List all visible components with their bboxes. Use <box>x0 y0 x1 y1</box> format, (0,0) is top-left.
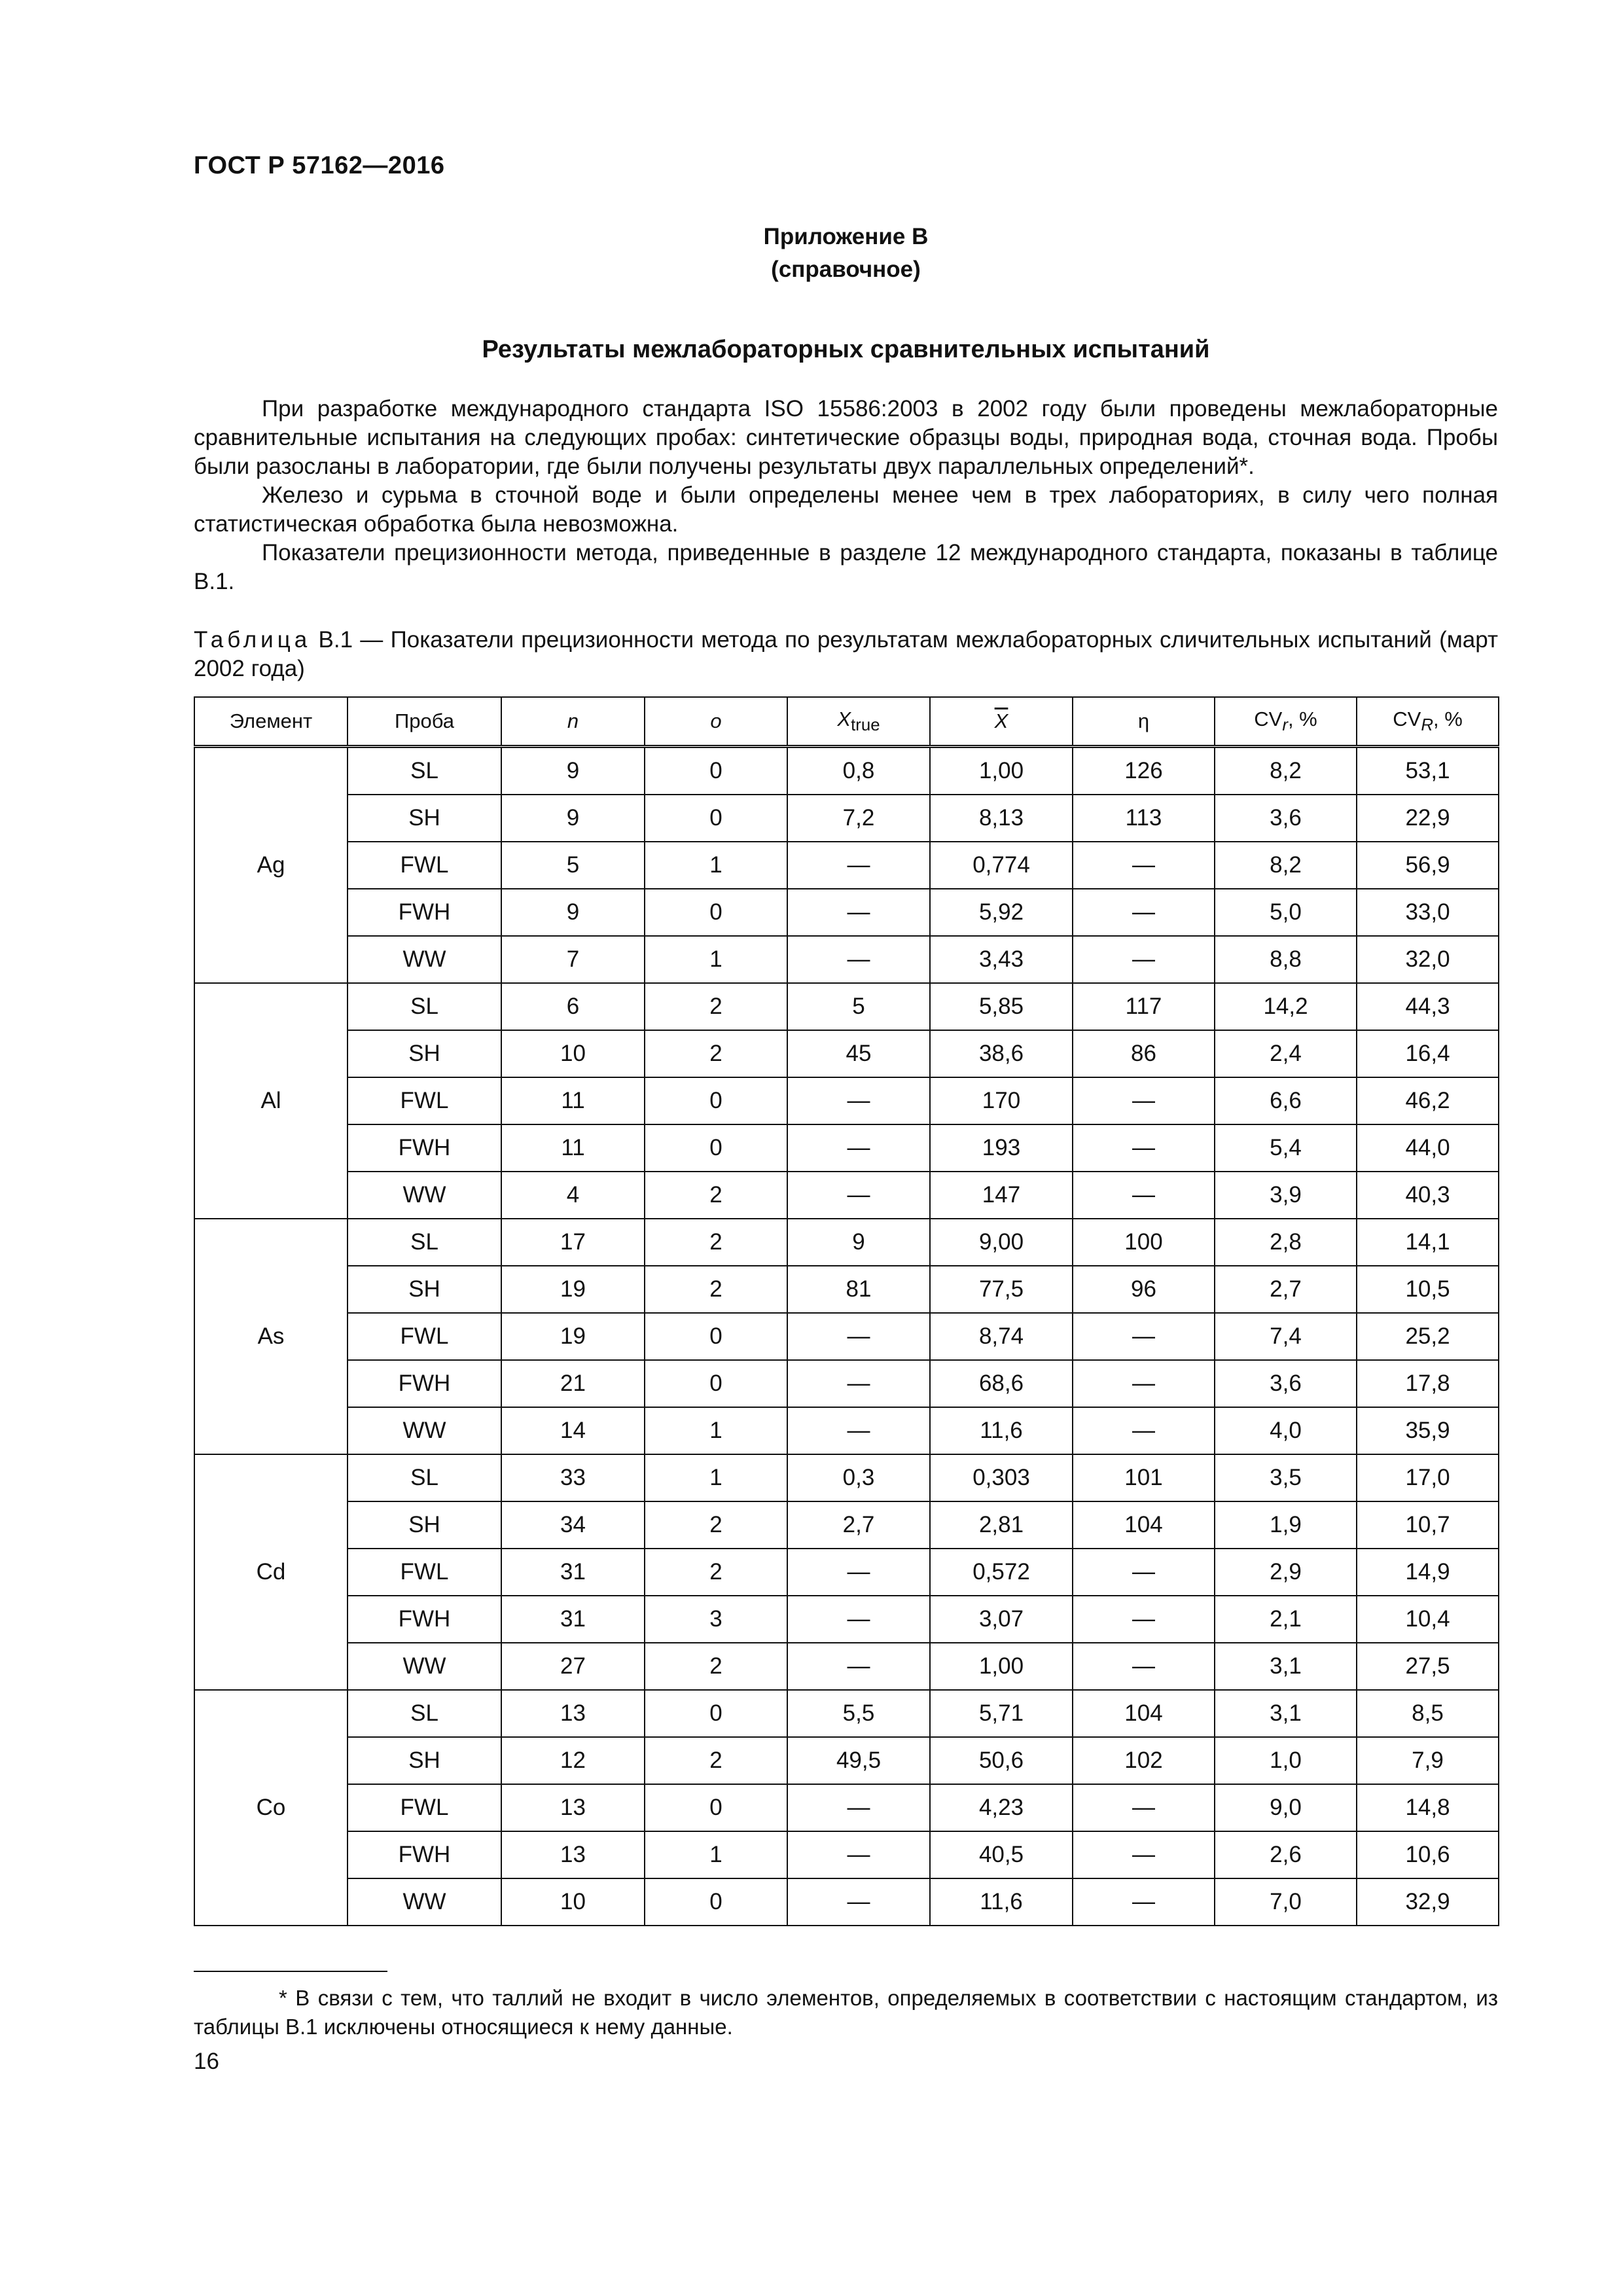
cell-sample: FWL <box>348 1077 501 1124</box>
cell-x-true: 49,5 <box>787 1737 930 1784</box>
cell-cv-R: 14,8 <box>1357 1784 1499 1831</box>
cell-x-true: 2,7 <box>787 1501 930 1549</box>
cell-cv-r: 1,0 <box>1215 1737 1357 1784</box>
cell-eta: — <box>1073 1172 1215 1219</box>
cell-sample: SH <box>348 1501 501 1549</box>
cell-x-true: — <box>787 936 930 983</box>
cell-eta: 100 <box>1073 1219 1215 1266</box>
table-row <box>194 842 1499 889</box>
cell-cv-R: 56,9 <box>1357 842 1499 889</box>
cell-sample: WW <box>348 1643 501 1690</box>
cell-sample: FWL <box>348 1549 501 1596</box>
cell-n: 13 <box>501 1690 645 1737</box>
cell-eta: 126 <box>1073 747 1215 795</box>
cell-sample: SH <box>348 1737 501 1784</box>
cell-sample: WW <box>348 1878 501 1926</box>
cell-cv-r: 6,6 <box>1215 1077 1357 1124</box>
table-row <box>194 1737 1499 1784</box>
cell-cv-r: 3,6 <box>1215 1360 1357 1407</box>
body-text <box>194 395 1498 596</box>
cell-cv-R: 32,9 <box>1357 1878 1499 1926</box>
document-header: ГОСТ Р 57162—2016 <box>194 152 445 179</box>
cell-sample: SL <box>348 1690 501 1737</box>
paragraph: Железо и сурьма в сточной воде и были определены менее чем в трех лабораториях, в силу чего полная статистическая обработка была невозможна. <box>194 482 1498 537</box>
cell-o: 0 <box>645 1784 787 1831</box>
cell-x-mean: 5,92 <box>930 889 1073 936</box>
cell-cv-R: 8,5 <box>1357 1690 1499 1737</box>
cell-x-true: — <box>787 1172 930 1219</box>
cell-n: 12 <box>501 1737 645 1784</box>
header-x-mean <box>930 697 1073 747</box>
cell-sample: FWL <box>348 1313 501 1360</box>
header-cv-r-unit: , % <box>1287 707 1317 730</box>
table-caption <box>194 626 1498 683</box>
table-row <box>194 1454 1499 1501</box>
cell-n: 10 <box>501 1878 645 1926</box>
header-cv-R-base: CV <box>1393 707 1421 730</box>
cell-eta: — <box>1073 1878 1215 1926</box>
cell-eta: — <box>1073 842 1215 889</box>
cell-sample: FWH <box>348 1831 501 1878</box>
cell-x-true: — <box>787 842 930 889</box>
cell-n: 19 <box>501 1313 645 1360</box>
table-row <box>194 795 1499 842</box>
cell-x-true: 81 <box>787 1266 930 1313</box>
cell-o: 0 <box>645 889 787 936</box>
cell-cv-r: 3,5 <box>1215 1454 1357 1501</box>
cell-x-mean: 0,572 <box>930 1549 1073 1596</box>
cell-cv-R: 46,2 <box>1357 1077 1499 1124</box>
cell-cv-r: 2,1 <box>1215 1596 1357 1643</box>
table-row <box>194 1313 1499 1360</box>
table-row <box>194 936 1499 983</box>
cell-x-true: — <box>787 1878 930 1926</box>
cell-o: 1 <box>645 1454 787 1501</box>
paragraph: При разработке международного стандарта ISO 15586:2003 в 2002 году были проведены межлабораторные сравнительные испытания на следующих пробах: синтетические образцы воды, природная вода, сточная вода. Пробы были разосланы в лаборатории, где были получены результаты двух параллельных определений*. <box>194 396 1498 479</box>
table-header-row <box>194 697 1499 747</box>
cell-sample: SL <box>348 983 501 1030</box>
cell-o: 2 <box>645 1643 787 1690</box>
cell-cv-r: 5,4 <box>1215 1124 1357 1172</box>
cell-x-true: 0,8 <box>787 747 930 795</box>
cell-x-mean: 193 <box>930 1124 1073 1172</box>
table-row <box>194 983 1499 1030</box>
header-element: Элемент <box>194 697 348 747</box>
cell-n: 10 <box>501 1030 645 1077</box>
cell-x-mean: 3,43 <box>930 936 1073 983</box>
footnote-divider <box>194 1971 387 1972</box>
header-cv-R-sub: R <box>1421 716 1433 735</box>
cell-cv-r: 3,9 <box>1215 1172 1357 1219</box>
cell-x-true: 5,5 <box>787 1690 930 1737</box>
header-o: o <box>645 697 787 747</box>
cell-sample: FWH <box>348 1124 501 1172</box>
cell-x-true: — <box>787 1313 930 1360</box>
cell-cv-r: 1,9 <box>1215 1501 1357 1549</box>
cell-o: 3 <box>645 1596 787 1643</box>
cell-o: 2 <box>645 1266 787 1313</box>
cell-x-mean: 0,774 <box>930 842 1073 889</box>
cell-x-mean: 1,00 <box>930 1643 1073 1690</box>
cell-cv-R: 16,4 <box>1357 1030 1499 1077</box>
cell-x-mean: 4,23 <box>930 1784 1073 1831</box>
cell-cv-r: 3,6 <box>1215 795 1357 842</box>
header-sample: Проба <box>348 697 501 747</box>
cell-sample: WW <box>348 1172 501 1219</box>
cell-sample: FWH <box>348 1360 501 1407</box>
cell-o: 1 <box>645 936 787 983</box>
cell-sample: SL <box>348 1454 501 1501</box>
cell-n: 9 <box>501 889 645 936</box>
cell-x-mean: 5,71 <box>930 1690 1073 1737</box>
cell-n: 33 <box>501 1454 645 1501</box>
annex-kind: (справочное) <box>771 257 921 282</box>
cell-n: 11 <box>501 1077 645 1124</box>
cell-o: 1 <box>645 1831 787 1878</box>
cell-cv-R: 44,3 <box>1357 983 1499 1030</box>
cell-eta: 104 <box>1073 1501 1215 1549</box>
table-row <box>194 1878 1499 1926</box>
cell-cv-r: 2,4 <box>1215 1030 1357 1077</box>
cell-x-mean: 68,6 <box>930 1360 1073 1407</box>
cell-o: 0 <box>645 1878 787 1926</box>
cell-cv-r: 2,9 <box>1215 1549 1357 1596</box>
cell-o: 2 <box>645 1219 787 1266</box>
cell-cv-R: 25,2 <box>1357 1313 1499 1360</box>
cell-element: As <box>194 1219 348 1454</box>
cell-n: 9 <box>501 795 645 842</box>
cell-cv-R: 10,5 <box>1357 1266 1499 1313</box>
cell-n: 19 <box>501 1266 645 1313</box>
cell-x-true: 7,2 <box>787 795 930 842</box>
cell-cv-R: 27,5 <box>1357 1643 1499 1690</box>
cell-x-true: 5 <box>787 983 930 1030</box>
table-row <box>194 889 1499 936</box>
cell-cv-r: 3,1 <box>1215 1643 1357 1690</box>
cell-x-true: 45 <box>787 1030 930 1077</box>
cell-o: 1 <box>645 842 787 889</box>
cell-n: 13 <box>501 1831 645 1878</box>
cell-n: 31 <box>501 1596 645 1643</box>
cell-x-true: — <box>787 1124 930 1172</box>
cell-x-mean: 8,74 <box>930 1313 1073 1360</box>
cell-n: 7 <box>501 936 645 983</box>
cell-o: 0 <box>645 1313 787 1360</box>
annex-title: Приложение В <box>763 224 929 249</box>
cell-n: 21 <box>501 1360 645 1407</box>
table-row <box>194 1643 1499 1690</box>
page-number: 16 <box>194 2049 219 2074</box>
cell-o: 2 <box>645 1737 787 1784</box>
cell-cv-r: 5,0 <box>1215 889 1357 936</box>
cell-o: 2 <box>645 1501 787 1549</box>
cell-eta: — <box>1073 1360 1215 1407</box>
table-row <box>194 1596 1499 1643</box>
header-x-true <box>787 697 930 747</box>
header-x-mean-symbol: $\overline{X}$ <box>994 709 1008 732</box>
cell-n: 27 <box>501 1643 645 1690</box>
cell-sample: FWH <box>348 1596 501 1643</box>
cell-x-mean: 2,81 <box>930 1501 1073 1549</box>
cell-sample: WW <box>348 1407 501 1454</box>
cell-cv-R: 35,9 <box>1357 1407 1499 1454</box>
cell-n: 14 <box>501 1407 645 1454</box>
table-row <box>194 1219 1499 1266</box>
cell-eta: 101 <box>1073 1454 1215 1501</box>
cell-cv-R: 40,3 <box>1357 1172 1499 1219</box>
table-row <box>194 1501 1499 1549</box>
cell-x-true: — <box>787 1360 930 1407</box>
cell-o: 0 <box>645 795 787 842</box>
cell-x-true: — <box>787 1077 930 1124</box>
cell-cv-R: 10,7 <box>1357 1501 1499 1549</box>
cell-cv-R: 10,4 <box>1357 1596 1499 1643</box>
cell-n: 17 <box>501 1219 645 1266</box>
paragraph: Показатели прецизионности метода, приведенные в разделе 12 международного стандарта, показаны в таблице В.1. <box>194 540 1498 594</box>
cell-n: 11 <box>501 1124 645 1172</box>
cell-o: 0 <box>645 1690 787 1737</box>
cell-cv-R: 10,6 <box>1357 1831 1499 1878</box>
cell-o: 0 <box>645 747 787 795</box>
table-row <box>194 1172 1499 1219</box>
cell-x-mean: 170 <box>930 1077 1073 1124</box>
cell-eta: — <box>1073 936 1215 983</box>
table-caption-text: В.1 — Показатели прецизионности метода по результатам межлабораторных сличительных испытаний (март 2002 года) <box>194 627 1498 681</box>
cell-eta: — <box>1073 1596 1215 1643</box>
precision-table <box>194 696 1499 1926</box>
cell-x-true: 9 <box>787 1219 930 1266</box>
cell-x-mean: 147 <box>930 1172 1073 1219</box>
cell-cv-r: 4,0 <box>1215 1407 1357 1454</box>
cell-cv-R: 22,9 <box>1357 795 1499 842</box>
cell-o: 2 <box>645 1549 787 1596</box>
cell-cv-r: 8,2 <box>1215 842 1357 889</box>
table-row <box>194 1360 1499 1407</box>
cell-sample: WW <box>348 936 501 983</box>
cell-element: Ag <box>194 747 348 984</box>
cell-sample: FWL <box>348 842 501 889</box>
table-row <box>194 1784 1499 1831</box>
cell-o: 0 <box>645 1077 787 1124</box>
cell-eta: 113 <box>1073 795 1215 842</box>
cell-cv-R: 7,9 <box>1357 1737 1499 1784</box>
cell-x-true: — <box>787 1831 930 1878</box>
cell-cv-r: 8,8 <box>1215 936 1357 983</box>
header-x-true-sub: true <box>851 716 880 735</box>
cell-cv-r: 2,8 <box>1215 1219 1357 1266</box>
cell-eta: — <box>1073 1313 1215 1360</box>
cell-x-mean: 38,6 <box>930 1030 1073 1077</box>
cell-sample: SH <box>348 1030 501 1077</box>
cell-element: Cd <box>194 1454 348 1690</box>
cell-cv-r: 14,2 <box>1215 983 1357 1030</box>
cell-eta: 102 <box>1073 1737 1215 1784</box>
cell-x-mean: 8,13 <box>930 795 1073 842</box>
cell-x-true: — <box>787 889 930 936</box>
table-row <box>194 1690 1499 1737</box>
cell-x-mean: 9,00 <box>930 1219 1073 1266</box>
cell-sample: SH <box>348 795 501 842</box>
cell-eta: 104 <box>1073 1690 1215 1737</box>
cell-element: Al <box>194 983 348 1219</box>
cell-cv-r: 2,6 <box>1215 1831 1357 1878</box>
cell-n: 31 <box>501 1549 645 1596</box>
table-row <box>194 1831 1499 1878</box>
header-cv-r <box>1215 697 1357 747</box>
cell-sample: FWH <box>348 889 501 936</box>
cell-x-true: — <box>787 1407 930 1454</box>
header-cv-R-unit: , % <box>1433 707 1463 730</box>
cell-x-mean: 3,07 <box>930 1596 1073 1643</box>
table-row <box>194 1030 1499 1077</box>
cell-eta: — <box>1073 1407 1215 1454</box>
cell-o: 2 <box>645 1172 787 1219</box>
cell-n: 6 <box>501 983 645 1030</box>
footnote <box>194 1984 1498 2041</box>
cell-cv-R: 33,0 <box>1357 889 1499 936</box>
header-cv-r-sub: r <box>1282 716 1288 735</box>
cell-x-mean: 11,6 <box>930 1407 1073 1454</box>
cell-n: 5 <box>501 842 645 889</box>
section-title: Результаты межлабораторных сравнительных испытаний <box>482 336 1210 363</box>
cell-cv-r: 9,0 <box>1215 1784 1357 1831</box>
cell-n: 9 <box>501 747 645 795</box>
cell-o: 0 <box>645 1360 787 1407</box>
cell-sample: SL <box>348 747 501 795</box>
table-body <box>194 747 1499 1926</box>
cell-cv-r: 7,4 <box>1215 1313 1357 1360</box>
cell-x-true: 0,3 <box>787 1454 930 1501</box>
cell-cv-R: 44,0 <box>1357 1124 1499 1172</box>
table-row <box>194 747 1499 795</box>
table-row <box>194 1077 1499 1124</box>
cell-cv-r: 8,2 <box>1215 747 1357 795</box>
cell-sample: SH <box>348 1266 501 1313</box>
table-row <box>194 1124 1499 1172</box>
cell-cv-R: 53,1 <box>1357 747 1499 795</box>
cell-sample: FWL <box>348 1784 501 1831</box>
cell-x-mean: 77,5 <box>930 1266 1073 1313</box>
cell-cv-R: 14,9 <box>1357 1549 1499 1596</box>
cell-x-mean: 40,5 <box>930 1831 1073 1878</box>
header-cv-r-base: CV <box>1254 707 1283 730</box>
table-row <box>194 1266 1499 1313</box>
cell-cv-R: 32,0 <box>1357 936 1499 983</box>
cell-o: 2 <box>645 983 787 1030</box>
cell-x-mean: 0,303 <box>930 1454 1073 1501</box>
cell-x-true: — <box>787 1596 930 1643</box>
cell-eta: — <box>1073 1831 1215 1878</box>
cell-cv-R: 14,1 <box>1357 1219 1499 1266</box>
cell-n: 13 <box>501 1784 645 1831</box>
cell-x-mean: 5,85 <box>930 983 1073 1030</box>
cell-eta: 86 <box>1073 1030 1215 1077</box>
cell-eta: — <box>1073 1077 1215 1124</box>
footnote-text: * В связи с тем, что таллий не входит в число элементов, определяемых в соответствии с настоящим стандартом, из таблицы В.1 исключены относящиеся к нему данные. <box>194 1986 1498 2039</box>
cell-eta: 117 <box>1073 983 1215 1030</box>
table-row <box>194 1407 1499 1454</box>
cell-eta: — <box>1073 1784 1215 1831</box>
cell-o: 2 <box>645 1030 787 1077</box>
cell-cv-R: 17,0 <box>1357 1454 1499 1501</box>
cell-n: 4 <box>501 1172 645 1219</box>
header-cv-R <box>1357 697 1499 747</box>
cell-x-mean: 1,00 <box>930 747 1073 795</box>
cell-x-true: — <box>787 1549 930 1596</box>
cell-o: 0 <box>645 1124 787 1172</box>
cell-cv-r: 7,0 <box>1215 1878 1357 1926</box>
cell-cv-R: 17,8 <box>1357 1360 1499 1407</box>
cell-cv-r: 2,7 <box>1215 1266 1357 1313</box>
header-x-true-base: X <box>837 707 851 730</box>
cell-eta: — <box>1073 1643 1215 1690</box>
table-caption-label: Таблица <box>194 627 312 653</box>
cell-o: 1 <box>645 1407 787 1454</box>
cell-element: Co <box>194 1690 348 1926</box>
cell-x-mean: 11,6 <box>930 1878 1073 1926</box>
cell-eta: — <box>1073 1124 1215 1172</box>
table-row <box>194 1549 1499 1596</box>
cell-eta: — <box>1073 1549 1215 1596</box>
cell-cv-r: 3,1 <box>1215 1690 1357 1737</box>
cell-x-true: — <box>787 1784 930 1831</box>
cell-x-true: — <box>787 1643 930 1690</box>
header-eta: η <box>1073 697 1215 747</box>
cell-x-mean: 50,6 <box>930 1737 1073 1784</box>
cell-n: 34 <box>501 1501 645 1549</box>
cell-sample: SL <box>348 1219 501 1266</box>
cell-eta: 96 <box>1073 1266 1215 1313</box>
cell-eta: — <box>1073 889 1215 936</box>
header-n: n <box>501 697 645 747</box>
